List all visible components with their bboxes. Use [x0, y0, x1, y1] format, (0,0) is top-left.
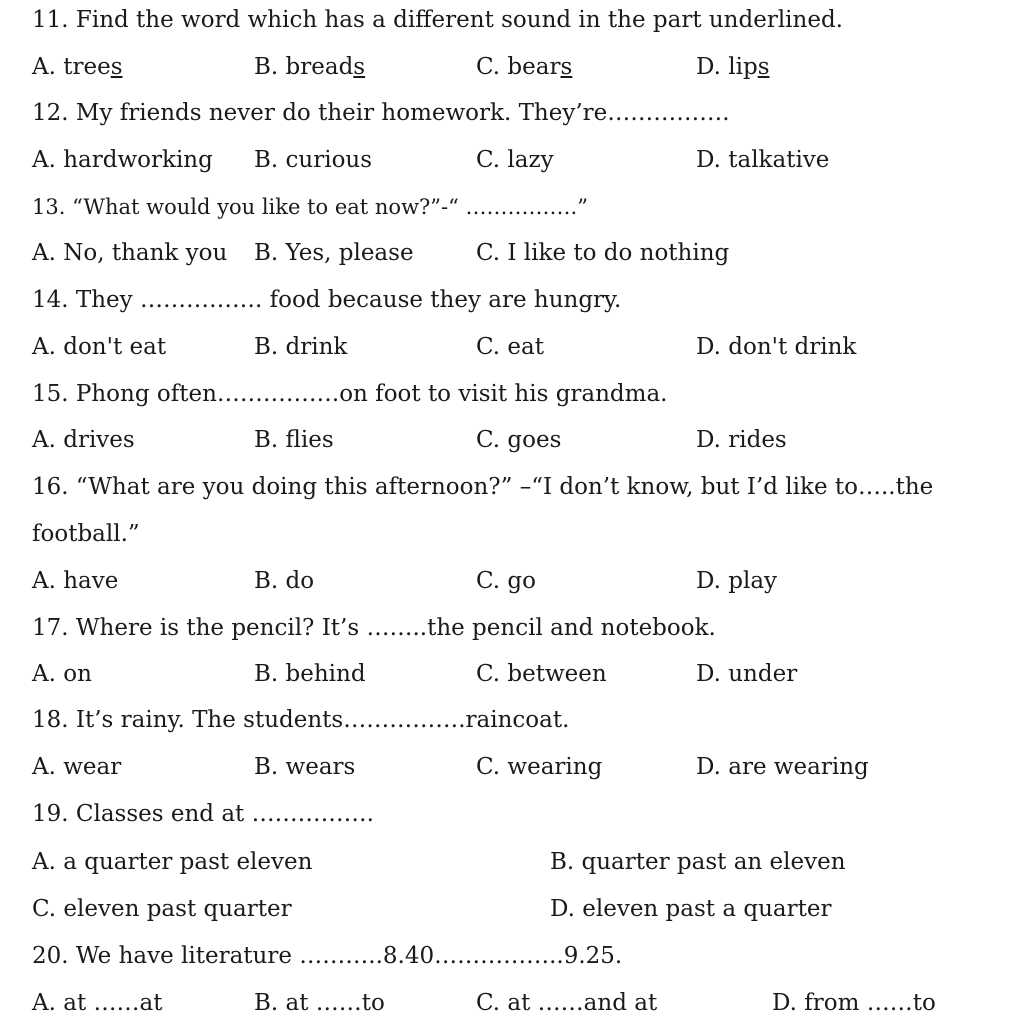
question-20-option-c: C. at ……and at	[476, 990, 658, 1016]
question-11-option-a	[32, 53, 123, 81]
question-20-option-d: D. from ……to	[772, 990, 936, 1016]
question-17-option-a: A. on	[32, 661, 92, 687]
question-15-option-a: A. drives	[32, 427, 135, 453]
question-16-option-c: C. go	[476, 568, 536, 594]
underlined-letter: s	[353, 54, 366, 80]
question-13-option-a: A. No, thank you	[32, 240, 228, 266]
question-14-option-d: D. don't drink	[696, 334, 857, 360]
question-15-option-d: D. rides	[696, 427, 787, 453]
question-18-option-b: B. wears	[254, 754, 356, 780]
question-12-option-b: B. curious	[254, 147, 373, 173]
question-13-stem: 13. “What would you like to eat now?”-“ …………….”	[32, 195, 588, 219]
question-17-option-c: C. between	[476, 661, 607, 687]
question-18-option-a: A. wear	[32, 754, 122, 780]
option-text: B. bread	[254, 54, 354, 80]
question-13-option-b: B. Yes, please	[254, 240, 414, 266]
question-16-option-d: D. play	[696, 568, 778, 594]
question-18-stem: 18. It’s rainy. The students…………….raincoat.	[32, 707, 570, 733]
question-15-option-c: C. goes	[476, 427, 562, 453]
question-16-stem-line-1: 16. “What are you doing this afternoon?” –“I don’t know, but I’d like to…..the	[32, 474, 934, 500]
question-12-option-a: A. hardworking	[32, 147, 213, 173]
option-text: C. bear	[476, 54, 561, 80]
question-19-option-b: B. quarter past an eleven	[550, 849, 846, 875]
option-text: A. tree	[32, 54, 111, 80]
question-17-stem: 17. Where is the pencil? It’s ……..the pencil and notebook.	[32, 615, 716, 641]
question-17-option-b: B. behind	[254, 661, 366, 687]
question-15-option-b: B. flies	[254, 427, 334, 453]
question-18-option-c: C. wearing	[476, 754, 603, 780]
question-11-option-b	[254, 53, 365, 81]
underlined-letter: s	[110, 54, 123, 80]
question-18-option-d: D. are wearing	[696, 754, 869, 780]
question-16-stem-line-2: football.”	[32, 521, 140, 547]
question-13-option-c: C. I like to do nothing	[476, 240, 730, 266]
question-20-stem: 20. We have literature ………..8.40……………..9.25.	[32, 943, 623, 969]
question-17-option-d: D. under	[696, 661, 798, 687]
question-14-option-a: A. don't eat	[32, 334, 167, 360]
underlined-letter: s	[560, 54, 573, 80]
question-19-option-a: A. a quarter past eleven	[32, 849, 313, 875]
question-12-option-c: C. lazy	[476, 147, 554, 173]
question-15-stem: 15. Phong often…………….on foot to visit his grandma.	[32, 381, 668, 407]
question-14-stem: 14. They ……………. food because they are hungry.	[32, 287, 622, 313]
question-16-option-b: B. do	[254, 568, 315, 594]
question-14-option-b: B. drink	[254, 334, 348, 360]
underlined-letter: s	[757, 54, 770, 80]
question-19-option-d: D. eleven past a quarter	[550, 896, 832, 922]
question-20-option-a: A. at ……at	[32, 990, 163, 1016]
question-14-option-c: C. eat	[476, 334, 544, 360]
option-text: D. lip	[696, 54, 758, 80]
question-20-option-b: B. at ……to	[254, 990, 385, 1016]
question-16-option-a: A. have	[32, 568, 119, 594]
question-11-option-c	[476, 53, 572, 81]
question-19-option-c: C. eleven past quarter	[32, 896, 292, 922]
question-11-option-d	[696, 53, 770, 81]
question-11-stem: 11. Find the word which has a different sound in the part underlined.	[32, 7, 843, 33]
question-12-stem: 12. My friends never do their homework. They’re…………….	[32, 100, 730, 126]
question-12-option-d: D. talkative	[696, 147, 830, 173]
question-19-stem: 19. Classes end at …………….	[32, 801, 374, 827]
